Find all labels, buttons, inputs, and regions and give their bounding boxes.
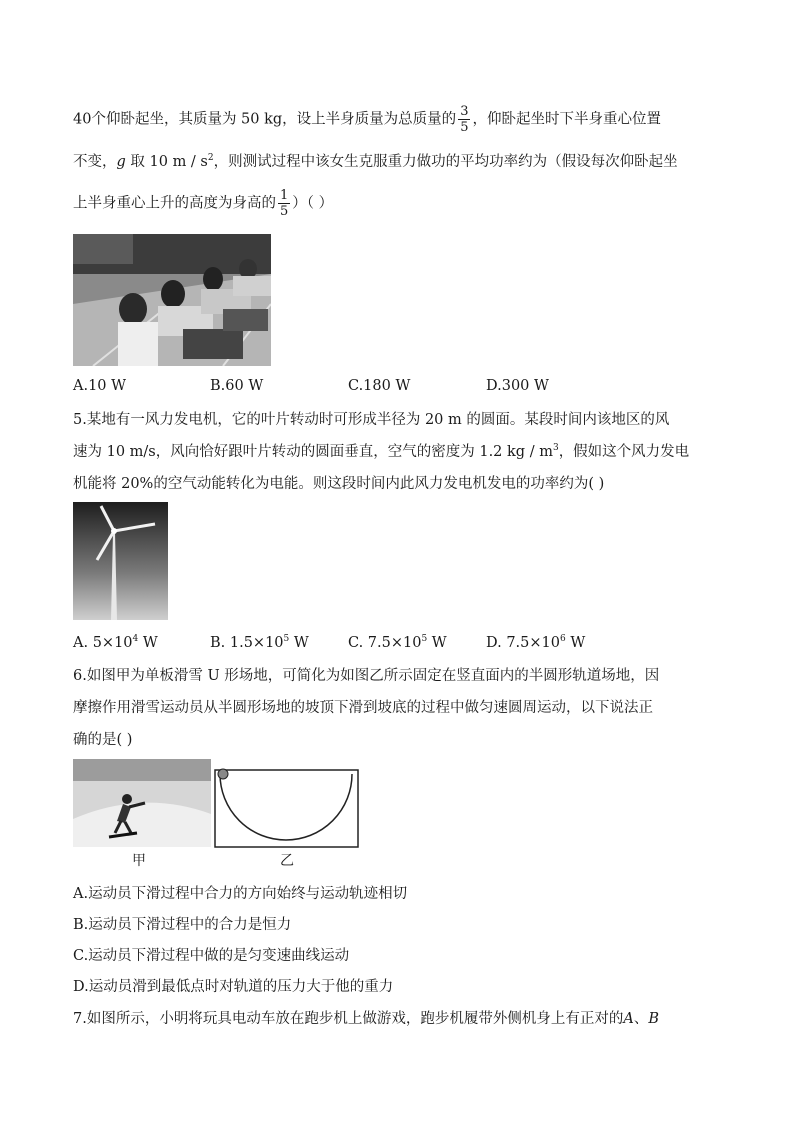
exponent: 3 (552, 443, 559, 454)
wind-turbine-photo (73, 502, 168, 620)
q5-line-2-text-b: ，假如这个风力发电 (558, 444, 690, 460)
exponent: 5 (421, 634, 428, 644)
exponent: 5 (283, 634, 290, 644)
q5-option-c (348, 634, 447, 651)
q5-option-d (486, 634, 585, 651)
q7-line-1 (73, 1007, 659, 1028)
q5-line-3: 机能将 20%的空气动能转化为电能。则这段时间内此风力发电机发电的功率约为( ) (73, 476, 605, 492)
unit: W (427, 634, 447, 651)
unit: W (138, 634, 158, 651)
q4-line-3-text-a: 上半身重心上升的高度为身高的 (73, 195, 276, 212)
q6-line-1: 6.如图甲为单板滑雪 U 形场地，可简化为如图乙所示固定在竖直面内的半圆形轨道场地，因 (73, 668, 660, 684)
snowboard-photo (73, 759, 211, 847)
q5-option-a-base: A. 5×10 (73, 634, 133, 651)
q6-option-c: C.运动员下滑过程中做的是匀变速曲线运动 (73, 948, 350, 964)
fraction-one-fifth (278, 188, 290, 219)
fraction-numerator: 3 (460, 104, 469, 119)
caption-jia: 甲 (132, 853, 146, 869)
q4-line-1 (73, 104, 661, 135)
fraction-numerator: 1 (280, 188, 289, 203)
fraction-denominator: 5 (460, 120, 469, 135)
q6-option-d: D.运动员滑到最低点时对轨道的压力大于他的重力 (73, 979, 394, 995)
q5-option-b (210, 634, 309, 651)
q5-line-1: 5.某地有一风力发电机，它的叶片转动时可形成半径为 20 m 的圆面。某段时间内该地区的风 (73, 412, 670, 428)
halfpipe-diagram (214, 766, 359, 848)
q4-line-2-text-c: ，则测试过程中该女生克服重力做功的平均功率约为（假设每次仰卧起坐 (213, 154, 678, 170)
q5-line-2-text-a: 速为 10 m/s，风向恰好跟叶片转动的圆面垂直，空气的密度为 1.2 kg / m (73, 444, 553, 460)
q5-option-c-base: C. 7.5×10 (348, 634, 422, 651)
fraction-three-fifths (458, 104, 470, 135)
q5-option-b-base: B. 1.5×10 (210, 634, 284, 651)
q4-line-1-text-a: 40个仰卧起坐，其质量为 50 kg，设上半身质量为总质量的 (73, 111, 457, 128)
q5-option-d-base: D. 7.5×10 (486, 634, 560, 651)
point-a-label: A (623, 1011, 634, 1027)
exponent: 2 (207, 153, 214, 164)
q6-option-b: B.运动员下滑过程中的合力是恒力 (73, 917, 292, 933)
q5-line-2 (73, 440, 689, 461)
q4-option-c: C.180 W (348, 378, 411, 394)
q4-option-a: A.10 W (73, 378, 127, 394)
situp-photo (73, 234, 271, 366)
q4-option-b: B.60 W (210, 378, 264, 394)
gravity-symbol: g (116, 154, 126, 170)
q4-line-2 (73, 150, 678, 171)
q6-option-a: A.运动员下滑过程中合力的方向始终与运动轨迹相切 (73, 886, 408, 902)
exponent: 6 (560, 634, 566, 644)
q6-line-2: 摩擦作用滑雪运动员从半圆形场地的坡顶下滑到坡底的过程中做匀速圆周运动，以下说法正 (73, 700, 653, 716)
exponent: 4 (132, 634, 139, 644)
q4-line-2-text-a: 不变， (73, 154, 117, 170)
q7-line-1-text: 7.如图所示，小明将玩具电动车放在跑步机上做游戏，跑步机履带外侧机身上有正对的 (73, 1011, 624, 1027)
q6-line-3: 确的是( ) (73, 732, 133, 748)
q4-line-3-text-b: ）（ ） (292, 195, 334, 212)
q5-option-a (73, 634, 158, 651)
point-b-label: B (648, 1011, 659, 1027)
separator: 、 (633, 1011, 649, 1027)
q4-line-1-text-b: ，仰卧起坐时下半身重心位置 (472, 111, 661, 128)
fraction-denominator: 5 (280, 204, 289, 219)
q4-line-2-text-b: 取 10 m / s (125, 154, 208, 170)
q4-line-3 (73, 188, 333, 219)
q4-option-d: D.300 W (486, 378, 549, 394)
unit: W (289, 634, 309, 651)
unit: W (565, 634, 586, 651)
caption-yi: 乙 (280, 853, 294, 869)
